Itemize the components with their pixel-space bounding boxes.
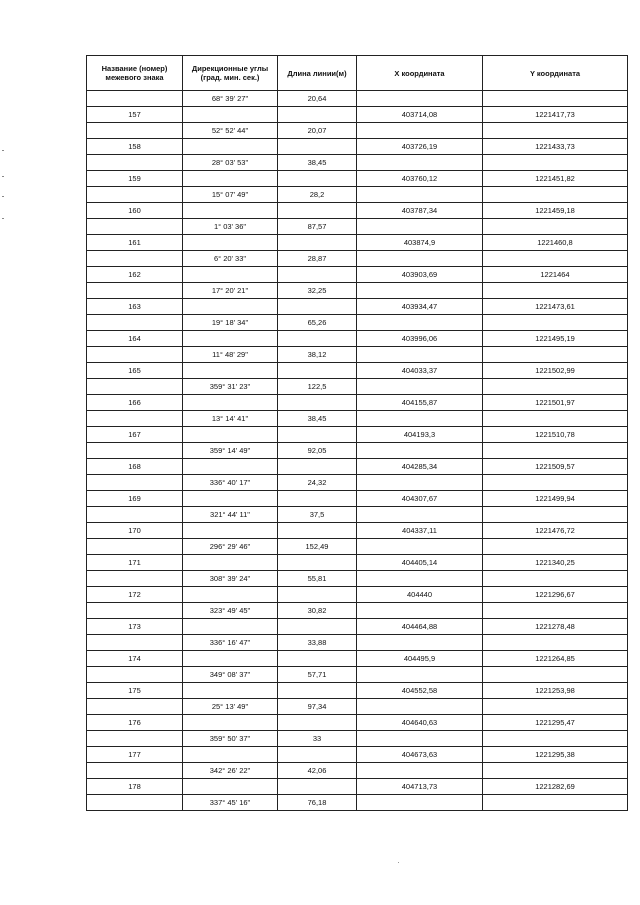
point-name-cell: 176 [87,715,183,731]
table-row [87,779,628,795]
y-coordinate-cell: 1221253,98 [483,683,628,699]
table-row [87,411,628,427]
line-length-cell: 38,12 [278,347,357,363]
direction-angle-cell [183,747,278,763]
y-coordinate-cell: 1221510,78 [483,427,628,443]
x-coordinate-cell [357,603,483,619]
point-name-cell [87,155,183,171]
point-name-cell [87,315,183,331]
y-coordinate-cell: 1221340,25 [483,555,628,571]
point-name-cell: 162 [87,267,183,283]
x-coordinate-cell [357,315,483,331]
direction-angle-cell [183,619,278,635]
line-length-cell: 152,49 [278,539,357,555]
point-name-cell [87,475,183,491]
point-name-cell: 163 [87,299,183,315]
x-coordinate-cell: 404307,67 [357,491,483,507]
point-name-cell [87,219,183,235]
table-row [87,555,628,571]
header-length: Длина линии(м) [278,56,357,91]
x-coordinate-cell: 404552,58 [357,683,483,699]
y-coordinate-cell [483,795,628,811]
table-row [87,203,628,219]
line-length-cell [278,651,357,667]
table-row [87,619,628,635]
line-length-cell [278,139,357,155]
y-coordinate-cell: 1221295,38 [483,747,628,763]
y-coordinate-cell: 1221296,67 [483,587,628,603]
table-row [87,699,628,715]
y-coordinate-cell [483,91,628,107]
direction-angle-cell [183,139,278,155]
x-coordinate-cell: 404495,9 [357,651,483,667]
point-name-cell [87,187,183,203]
y-coordinate-cell: 1221501,97 [483,395,628,411]
point-name-cell: 177 [87,747,183,763]
direction-angle-cell: 308° 39' 24" [183,571,278,587]
line-length-cell [278,587,357,603]
table-row [87,795,628,811]
y-coordinate-cell [483,667,628,683]
point-name-cell [87,283,183,299]
point-name-cell [87,635,183,651]
y-coordinate-cell [483,379,628,395]
table-row [87,667,628,683]
x-coordinate-cell: 404285,34 [357,459,483,475]
direction-angle-cell: 296° 29' 46" [183,539,278,555]
line-length-cell [278,715,357,731]
line-length-cell [278,267,357,283]
y-coordinate-cell [483,603,628,619]
line-length-cell: 122,5 [278,379,357,395]
x-coordinate-cell [357,411,483,427]
direction-angle-cell [183,203,278,219]
point-name-cell [87,731,183,747]
line-length-cell: 97,34 [278,699,357,715]
table-body [87,91,628,811]
x-coordinate-cell: 404033,37 [357,363,483,379]
y-coordinate-cell [483,507,628,523]
table-row [87,347,628,363]
point-name-cell [87,795,183,811]
x-coordinate-cell [357,635,483,651]
direction-angle-cell: 1° 03' 36" [183,219,278,235]
line-length-cell: 87,57 [278,219,357,235]
line-length-cell [278,459,357,475]
table-row [87,219,628,235]
x-coordinate-cell: 403903,69 [357,267,483,283]
line-length-cell: 28,2 [278,187,357,203]
line-length-cell [278,107,357,123]
table-row [87,443,628,459]
direction-angle-cell [183,587,278,603]
table-row [87,427,628,443]
y-coordinate-cell: 1221295,47 [483,715,628,731]
line-length-cell: 42,06 [278,763,357,779]
y-coordinate-cell: 1221451,82 [483,171,628,187]
direction-angle-cell: 359° 50' 37" [183,731,278,747]
point-name-cell: 157 [87,107,183,123]
line-length-cell: 24,32 [278,475,357,491]
table-row [87,523,628,539]
y-coordinate-cell [483,443,628,459]
x-coordinate-cell: 404155,87 [357,395,483,411]
table-row [87,491,628,507]
point-name-cell [87,539,183,555]
table-row [87,171,628,187]
table-row [87,747,628,763]
x-coordinate-cell: 404193,3 [357,427,483,443]
x-coordinate-cell: 404673,63 [357,747,483,763]
y-coordinate-cell: 1221464 [483,267,628,283]
header-y: Y координата [483,56,628,91]
line-length-cell: 33,88 [278,635,357,651]
point-name-cell: 160 [87,203,183,219]
table-row [87,139,628,155]
direction-angle-cell [183,299,278,315]
line-length-cell: 30,82 [278,603,357,619]
x-coordinate-cell [357,571,483,587]
line-length-cell: 92,05 [278,443,357,459]
point-name-cell: 171 [87,555,183,571]
x-coordinate-cell: 403760,12 [357,171,483,187]
x-coordinate-cell: 403934,47 [357,299,483,315]
table-row [87,379,628,395]
point-name-cell [87,411,183,427]
point-name-cell: 169 [87,491,183,507]
point-name-cell: 173 [87,619,183,635]
table-row [87,683,628,699]
y-coordinate-cell [483,251,628,267]
x-coordinate-cell [357,475,483,491]
line-length-cell: 38,45 [278,155,357,171]
point-name-cell [87,667,183,683]
line-length-cell [278,363,357,379]
point-name-cell [87,571,183,587]
direction-angle-cell: 336° 40' 17" [183,475,278,491]
x-coordinate-cell [357,379,483,395]
x-coordinate-cell: 403996,06 [357,331,483,347]
direction-angle-cell [183,395,278,411]
x-coordinate-cell [357,91,483,107]
y-coordinate-cell [483,571,628,587]
direction-angle-cell: 28° 03' 53" [183,155,278,171]
x-coordinate-cell: 404337,11 [357,523,483,539]
line-length-cell [278,555,357,571]
point-name-cell: 159 [87,171,183,187]
line-length-cell [278,235,357,251]
y-coordinate-cell: 1221473,61 [483,299,628,315]
table-row [87,315,628,331]
x-coordinate-cell [357,539,483,555]
direction-angle-cell [183,491,278,507]
direction-angle-cell: 321° 44' 11" [183,507,278,523]
y-coordinate-cell: 1221264,85 [483,651,628,667]
y-coordinate-cell [483,155,628,171]
y-coordinate-cell [483,219,628,235]
point-name-cell [87,699,183,715]
line-length-cell: 20,64 [278,91,357,107]
point-name-cell [87,443,183,459]
point-name-cell [87,347,183,363]
direction-angle-cell: 359° 14' 49" [183,443,278,459]
point-name-cell: 175 [87,683,183,699]
x-coordinate-cell [357,123,483,139]
point-name-cell [87,123,183,139]
x-coordinate-cell: 404713,73 [357,779,483,795]
y-coordinate-cell: 1221459,18 [483,203,628,219]
line-length-cell [278,779,357,795]
direction-angle-cell: 17° 20' 21" [183,283,278,299]
table-row [87,731,628,747]
direction-angle-cell [183,171,278,187]
point-name-cell [87,251,183,267]
direction-angle-cell: 25° 13' 49" [183,699,278,715]
x-coordinate-cell: 404464,88 [357,619,483,635]
x-coordinate-cell [357,443,483,459]
line-length-cell [278,619,357,635]
line-length-cell: 33 [278,731,357,747]
direction-angle-cell [183,715,278,731]
line-length-cell [278,491,357,507]
line-length-cell [278,427,357,443]
y-coordinate-cell [483,635,628,651]
table-row [87,715,628,731]
line-length-cell: 32,25 [278,283,357,299]
point-name-cell: 172 [87,587,183,603]
x-coordinate-cell: 403874,9 [357,235,483,251]
y-coordinate-cell: 1221282,69 [483,779,628,795]
direction-angle-cell: 337° 45' 16" [183,795,278,811]
x-coordinate-cell: 403787,34 [357,203,483,219]
table-row [87,635,628,651]
x-coordinate-cell [357,283,483,299]
table-row [87,587,628,603]
line-length-cell: 37,5 [278,507,357,523]
point-name-cell: 168 [87,459,183,475]
line-length-cell [278,171,357,187]
table-row [87,651,628,667]
line-length-cell: 65,26 [278,315,357,331]
y-coordinate-cell: 1221495,19 [483,331,628,347]
y-coordinate-cell: 1221502,99 [483,363,628,379]
x-coordinate-cell: 403726,19 [357,139,483,155]
line-length-cell [278,683,357,699]
direction-angle-cell: 11° 48' 29" [183,347,278,363]
x-coordinate-cell [357,795,483,811]
table-row [87,187,628,203]
line-length-cell: 20,07 [278,123,357,139]
point-name-cell [87,379,183,395]
boundary-coordinates-table [86,55,628,811]
y-coordinate-cell [483,411,628,427]
y-coordinate-cell: 1221417,73 [483,107,628,123]
x-coordinate-cell [357,187,483,203]
line-length-cell [278,747,357,763]
y-coordinate-cell: 1221278,48 [483,619,628,635]
table-row [87,283,628,299]
direction-angle-cell: 359° 31' 23" [183,379,278,395]
y-coordinate-cell [483,699,628,715]
table-row [87,459,628,475]
y-coordinate-cell [483,283,628,299]
line-length-cell: 28,87 [278,251,357,267]
direction-angle-cell [183,235,278,251]
direction-angle-cell: 68° 39' 27" [183,91,278,107]
direction-angle-cell [183,651,278,667]
line-length-cell: 76,18 [278,795,357,811]
x-coordinate-cell: 404440 [357,587,483,603]
direction-angle-cell [183,683,278,699]
line-length-cell [278,331,357,347]
y-coordinate-cell [483,763,628,779]
x-coordinate-cell: 403714,08 [357,107,483,123]
y-coordinate-cell [483,315,628,331]
line-length-cell: 55,81 [278,571,357,587]
point-name-cell [87,763,183,779]
table-row [87,763,628,779]
header-x: X координата [357,56,483,91]
x-coordinate-cell [357,699,483,715]
table-row [87,155,628,171]
table-row [87,363,628,379]
header-direction: Дирекционные углы (град. мин. сек.) [183,56,278,91]
table-row [87,539,628,555]
point-name-cell: 166 [87,395,183,411]
y-coordinate-cell [483,475,628,491]
table-row [87,331,628,347]
x-coordinate-cell [357,667,483,683]
direction-angle-cell [183,107,278,123]
direction-angle-cell [183,459,278,475]
x-coordinate-cell [357,251,483,267]
point-name-cell [87,603,183,619]
line-length-cell [278,203,357,219]
line-length-cell: 38,45 [278,411,357,427]
point-name-cell: 174 [87,651,183,667]
point-name-cell [87,91,183,107]
point-name-cell: 164 [87,331,183,347]
table-row [87,107,628,123]
point-name-cell: 170 [87,523,183,539]
table-row [87,507,628,523]
point-name-cell: 178 [87,779,183,795]
table-row [87,299,628,315]
x-coordinate-cell [357,763,483,779]
y-coordinate-cell [483,347,628,363]
point-name-cell [87,507,183,523]
y-coordinate-cell [483,539,628,555]
y-coordinate-cell: 1221460,8 [483,235,628,251]
direction-angle-cell [183,427,278,443]
x-coordinate-cell: 404640,63 [357,715,483,731]
direction-angle-cell: 15° 07' 49" [183,187,278,203]
x-coordinate-cell [357,731,483,747]
y-coordinate-cell: 1221433,73 [483,139,628,155]
point-name-cell: 167 [87,427,183,443]
direction-angle-cell [183,267,278,283]
table-row [87,603,628,619]
direction-angle-cell [183,363,278,379]
y-coordinate-cell [483,731,628,747]
line-length-cell [278,395,357,411]
point-name-cell: 158 [87,139,183,155]
direction-angle-cell [183,523,278,539]
line-length-cell: 57,71 [278,667,357,683]
direction-angle-cell: 349° 08' 37" [183,667,278,683]
direction-angle-cell: 13° 14' 41" [183,411,278,427]
direction-angle-cell: 323° 49' 45" [183,603,278,619]
point-name-cell: 161 [87,235,183,251]
table-row [87,571,628,587]
direction-angle-cell: 52° 52' 44" [183,123,278,139]
x-coordinate-cell [357,155,483,171]
table-header-row [87,56,628,91]
table-row [87,395,628,411]
table-row [87,235,628,251]
x-coordinate-cell [357,507,483,523]
y-coordinate-cell: 1221499,94 [483,491,628,507]
table-row [87,251,628,267]
y-coordinate-cell [483,123,628,139]
direction-angle-cell [183,779,278,795]
direction-angle-cell [183,555,278,571]
point-name-cell: 165 [87,363,183,379]
table-row [87,475,628,491]
table-row [87,91,628,107]
line-length-cell [278,299,357,315]
direction-angle-cell: 342° 26' 22" [183,763,278,779]
direction-angle-cell: 19° 18' 34" [183,315,278,331]
x-coordinate-cell [357,219,483,235]
y-coordinate-cell: 1221476,72 [483,523,628,539]
header-name: Название (номер) межевого знака [87,56,183,91]
x-coordinate-cell: 404405,14 [357,555,483,571]
direction-angle-cell: 6° 20' 33" [183,251,278,267]
y-coordinate-cell [483,187,628,203]
direction-angle-cell: 336° 16' 47" [183,635,278,651]
line-length-cell [278,523,357,539]
table-row [87,123,628,139]
x-coordinate-cell [357,347,483,363]
direction-angle-cell [183,331,278,347]
table-row [87,267,628,283]
y-coordinate-cell: 1221509,57 [483,459,628,475]
